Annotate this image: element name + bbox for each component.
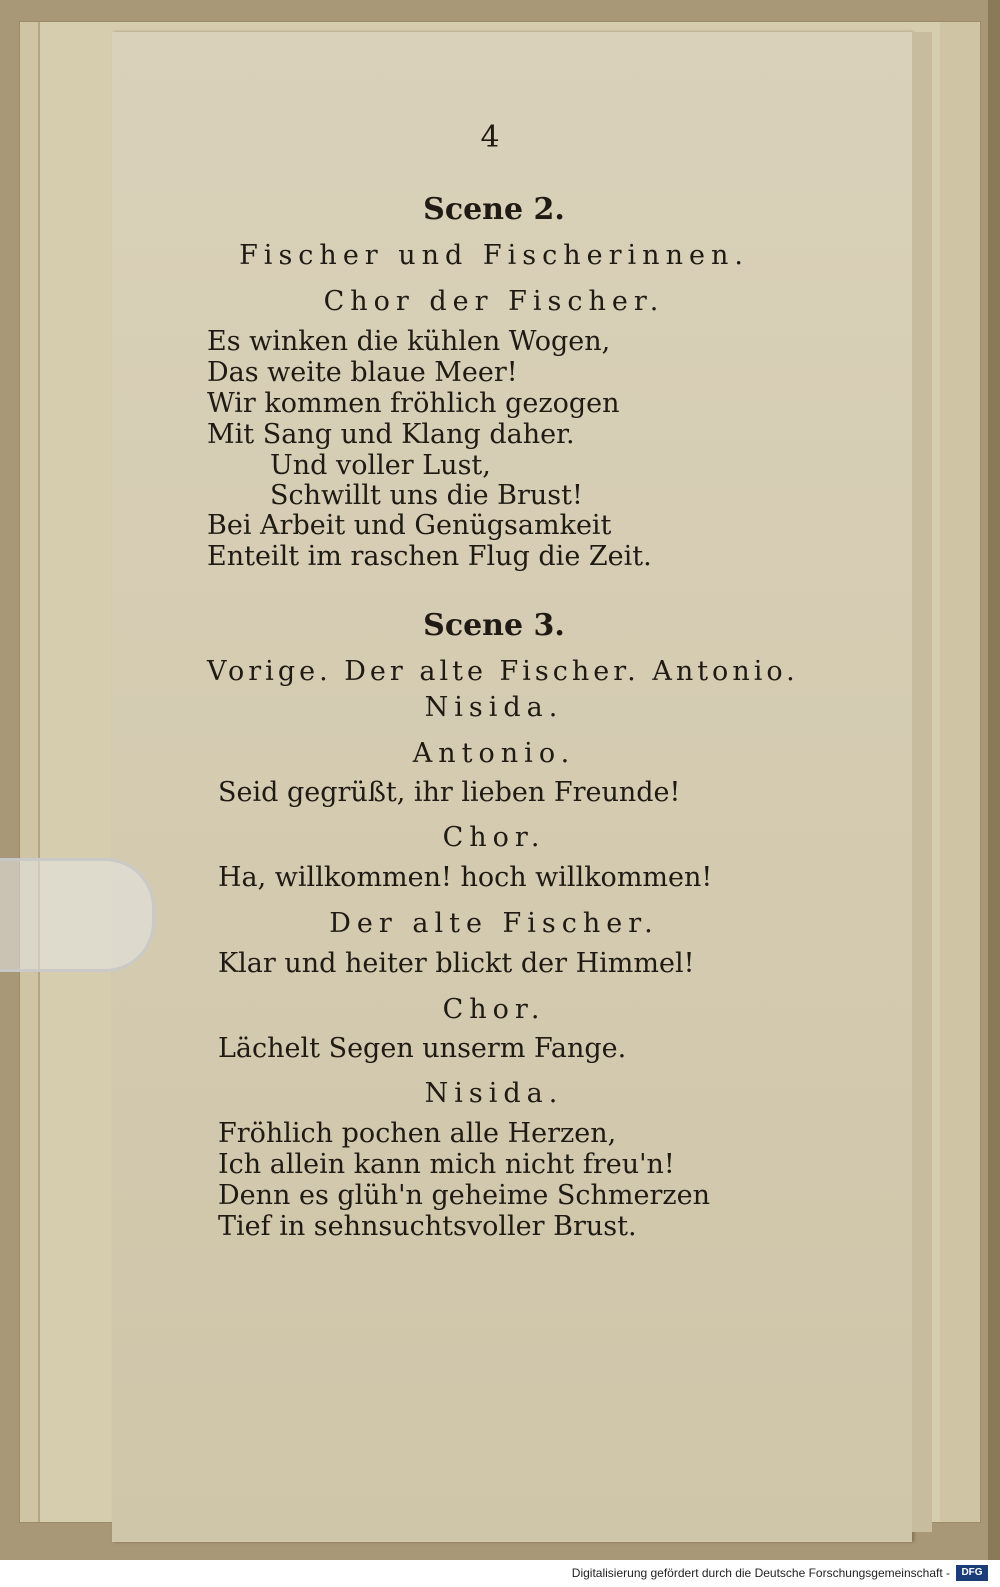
page-number: 4 — [480, 120, 500, 155]
verse-line: Schwillt uns die Brust! — [270, 480, 583, 511]
dialogue-line: Seid gegrüßt, ihr lieben Freunde! — [218, 777, 681, 808]
dialogue-line: Klar und heiter blickt der Himmel! — [218, 948, 695, 979]
verse-line: Ich allein kann mich nicht freu'n! — [218, 1149, 675, 1180]
verse-line: Denn es glüh'n geheime Schmerzen — [218, 1180, 711, 1211]
footer-bar — [0, 1560, 1000, 1587]
verse-line: Wir kommen fröhlich gezogen — [207, 388, 620, 419]
speaker-label: Chor. — [442, 822, 546, 853]
verse-line: Tief in sehnsuchtsvoller Brust. — [218, 1211, 637, 1242]
plastic-clip — [0, 858, 155, 972]
page-edge-right — [912, 32, 932, 1532]
verse-line: Das weite blaue Meer! — [207, 357, 518, 388]
dfg-logo-icon: DFG — [956, 1565, 988, 1581]
verse-line: Bei Arbeit und Genügsamkeit — [207, 510, 612, 541]
scene-3-persons-line2: Nisida. — [424, 692, 564, 723]
verse-line: Enteilt im raschen Flug die Zeit. — [207, 541, 652, 572]
footer-credit: Digitalisierung gefördert durch die Deutsche Forschungsgemeinschaft - — [571, 1566, 950, 1580]
verse-line: Mit Sang und Klang daher. — [207, 419, 575, 450]
scene-2-chorus-heading: Chor der Fischer. — [323, 286, 665, 317]
verse-line: Es winken die kühlen Wogen, — [207, 326, 611, 357]
speaker-label: Der alte Fischer. — [329, 908, 659, 939]
speaker-label: Antonio. — [412, 738, 576, 769]
dialogue-line: Ha, willkommen! hoch willkommen! — [218, 862, 713, 893]
verse-line: Und voller Lust, — [270, 450, 491, 481]
speaker-label: Chor. — [442, 994, 546, 1025]
scene-2-persons: Fischer und Fischerinnen. — [239, 240, 749, 271]
speaker-label: Nisida. — [424, 1078, 564, 1109]
scene-3-heading: Scene 3. — [423, 608, 565, 643]
verse-line: Fröhlich pochen alle Herzen, — [218, 1118, 617, 1149]
dialogue-line: Lächelt Segen unserm Fange. — [218, 1033, 627, 1064]
scene-2-heading: Scene 2. — [423, 192, 565, 227]
scene-3-persons-line1: Vorige. Der alte Fischer. Antonio. — [207, 656, 799, 687]
